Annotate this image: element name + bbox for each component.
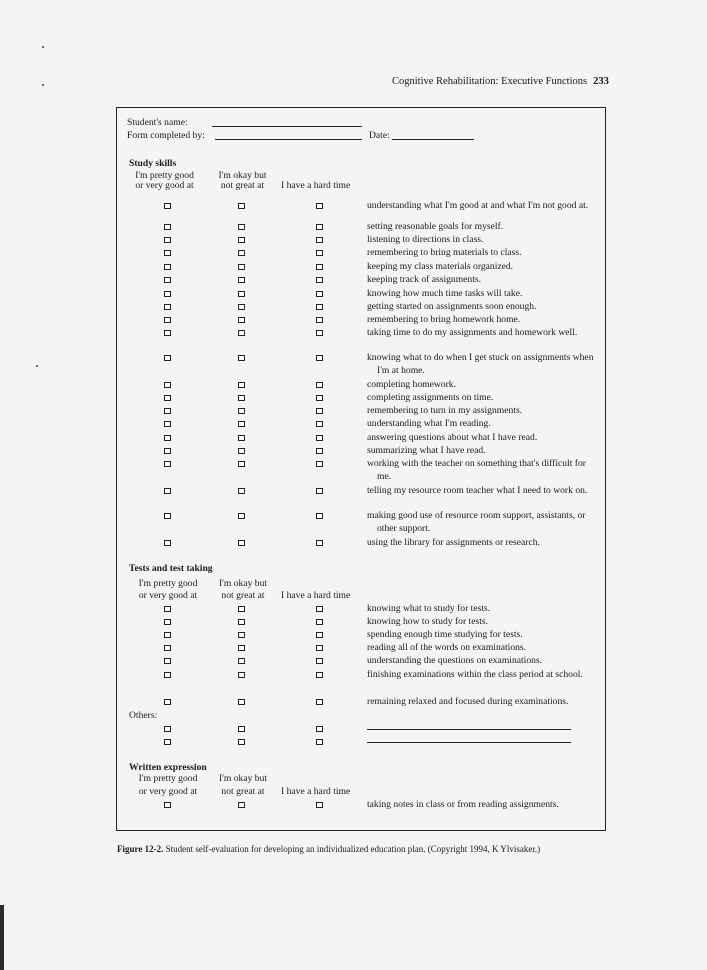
rating-okay-checkbox[interactable] <box>238 330 245 336</box>
rating-okay-checkbox[interactable] <box>238 291 245 297</box>
rating-hard-checkbox[interactable] <box>316 408 323 414</box>
rating-good-checkbox[interactable] <box>164 726 171 732</box>
rating-good-checkbox[interactable] <box>164 699 171 705</box>
date-field[interactable] <box>392 139 474 140</box>
rating-hard-checkbox[interactable] <box>316 645 323 651</box>
column-header: I'm pretty good <box>135 170 194 181</box>
rating-hard-checkbox[interactable] <box>316 421 323 427</box>
rating-good-checkbox[interactable] <box>164 802 171 808</box>
rating-good-checkbox[interactable] <box>164 540 171 546</box>
skill-item-label: taking time to do my assignments and homework well. <box>367 327 578 338</box>
scan-edge-shadow <box>0 905 4 970</box>
rating-hard-checkbox[interactable] <box>316 540 323 546</box>
skill-item-label: remembering to bring homework home. <box>367 314 521 325</box>
skill-item-label: knowing what to study for tests. <box>367 603 491 614</box>
rating-okay-checkbox[interactable] <box>238 461 245 467</box>
rating-good-checkbox[interactable] <box>164 619 171 625</box>
rating-okay-checkbox[interactable] <box>238 395 245 401</box>
rating-good-checkbox[interactable] <box>164 606 171 612</box>
skill-item-label: understanding what I'm reading. <box>367 418 491 429</box>
rating-hard-checkbox[interactable] <box>316 330 323 336</box>
rating-hard-checkbox[interactable] <box>316 672 323 678</box>
rating-good-checkbox[interactable] <box>164 330 171 336</box>
rating-hard-checkbox[interactable] <box>316 488 323 494</box>
rating-okay-checkbox[interactable] <box>238 304 245 310</box>
student-name-label: Student's name: <box>127 117 188 128</box>
skill-item-label: summarizing what I have read. <box>367 445 486 456</box>
rating-hard-checkbox[interactable] <box>316 619 323 625</box>
rating-hard-checkbox[interactable] <box>316 237 323 243</box>
rating-hard-checkbox[interactable] <box>316 606 323 612</box>
skill-item-label: finishing examinations within the class period at school. <box>367 669 583 680</box>
rating-good-checkbox[interactable] <box>164 408 171 414</box>
rating-good-checkbox[interactable] <box>164 672 171 678</box>
rating-okay-checkbox[interactable] <box>238 382 245 388</box>
student-name-field[interactable] <box>212 126 362 127</box>
rating-good-checkbox[interactable] <box>164 488 171 494</box>
rating-good-checkbox[interactable] <box>164 224 171 230</box>
page-number: 233 <box>593 76 609 87</box>
rating-good-checkbox[interactable] <box>164 237 171 243</box>
rating-okay-checkbox[interactable] <box>238 645 245 651</box>
skill-item-label: using the library for assignments or research. <box>367 537 540 548</box>
rating-okay-checkbox[interactable] <box>238 448 245 454</box>
rating-good-checkbox[interactable] <box>164 317 171 323</box>
skill-item-label: taking notes in class or from reading assignments. <box>367 799 559 810</box>
others-label: Others: <box>129 710 158 721</box>
rating-okay-checkbox[interactable] <box>238 606 245 612</box>
rating-good-checkbox[interactable] <box>164 435 171 441</box>
column-header: or very good at <box>135 180 194 191</box>
skill-item-label: knowing how much time tasks will take. <box>367 288 523 299</box>
rating-hard-checkbox[interactable] <box>316 317 323 323</box>
rating-good-checkbox[interactable] <box>164 461 171 467</box>
column-header: or very good at <box>138 786 198 797</box>
rating-good-checkbox[interactable] <box>164 421 171 427</box>
rating-okay-checkbox[interactable] <box>238 739 245 745</box>
date-label: Date: <box>369 130 390 141</box>
rating-okay-checkbox[interactable] <box>238 224 245 230</box>
rating-hard-checkbox[interactable] <box>316 448 323 454</box>
rating-hard-checkbox[interactable] <box>316 250 323 256</box>
running-head-title: Cognitive Rehabilitation: Executive Functions <box>392 76 588 87</box>
scan-speck <box>42 84 44 86</box>
rating-hard-checkbox[interactable] <box>316 304 323 310</box>
skill-item-label: making good use of resource room support, assistants, or other support. <box>367 510 586 534</box>
figure-caption <box>117 844 540 854</box>
rating-good-checkbox[interactable] <box>164 291 171 297</box>
skill-item-label: knowing what to do when I get stuck on assignments when I'm at home. <box>367 352 594 376</box>
rating-good-checkbox[interactable] <box>164 304 171 310</box>
rating-hard-checkbox[interactable] <box>316 513 323 519</box>
rating-hard-checkbox[interactable] <box>316 291 323 297</box>
rating-good-checkbox[interactable] <box>164 658 171 664</box>
rating-good-checkbox[interactable] <box>164 645 171 651</box>
rating-okay-checkbox[interactable] <box>238 726 245 732</box>
rating-okay-checkbox[interactable] <box>238 277 245 283</box>
rating-okay-checkbox[interactable] <box>238 317 245 323</box>
rating-good-checkbox[interactable] <box>164 355 171 361</box>
rating-good-checkbox[interactable] <box>164 513 171 519</box>
section-title: Written expression <box>129 762 207 773</box>
rating-okay-checkbox[interactable] <box>238 658 245 664</box>
rating-hard-checkbox[interactable] <box>316 802 323 808</box>
other-skill-write-in-field[interactable] <box>367 729 571 730</box>
skill-item-label: getting started on assignments soon enough. <box>367 301 537 312</box>
rating-okay-checkbox[interactable] <box>238 264 245 270</box>
skill-item-label: working with the teacher on something that's difficult for me. <box>367 458 586 482</box>
rating-okay-checkbox[interactable] <box>238 250 245 256</box>
rating-hard-checkbox[interactable] <box>316 277 323 283</box>
rating-okay-checkbox[interactable] <box>238 619 245 625</box>
rating-okay-checkbox[interactable] <box>238 540 245 546</box>
rating-hard-checkbox[interactable] <box>316 395 323 401</box>
skill-item-label: understanding the questions on examinations. <box>367 655 543 666</box>
column-header: or very good at <box>138 590 198 601</box>
rating-okay-checkbox[interactable] <box>238 355 245 361</box>
scan-speck <box>42 46 44 48</box>
skill-item-label: answering questions about what I have read. <box>367 432 538 443</box>
section-title: Tests and test taking <box>129 563 213 574</box>
column-header: not great at <box>221 786 265 797</box>
completed-by-label: Form completed by: <box>127 130 205 141</box>
rating-hard-checkbox[interactable] <box>316 726 323 732</box>
rating-okay-checkbox[interactable] <box>238 408 245 414</box>
skill-item-label: reading all of the words on examinations. <box>367 642 527 653</box>
column-header: I'm okay but <box>218 170 267 181</box>
figure-number: Figure 12-2. <box>117 844 164 854</box>
column-header: I have a hard time <box>281 786 351 797</box>
skill-item-label: knowing how to study for tests. <box>367 616 488 627</box>
skill-item-label: remaining relaxed and focused during examinations. <box>367 696 569 707</box>
rating-good-checkbox[interactable] <box>164 448 171 454</box>
rating-okay-checkbox[interactable] <box>238 203 245 209</box>
completed-by-field[interactable] <box>215 139 362 140</box>
column-header: I'm pretty good <box>138 773 198 784</box>
skill-item-label: keeping track of assignments. <box>367 274 482 285</box>
rating-good-checkbox[interactable] <box>164 632 171 638</box>
column-header: not great at <box>220 180 265 191</box>
scan-speck <box>36 365 38 367</box>
rating-hard-checkbox[interactable] <box>316 203 323 209</box>
column-header: not great at <box>221 590 265 601</box>
rating-hard-checkbox[interactable] <box>316 658 323 664</box>
rating-hard-checkbox[interactable] <box>316 355 323 361</box>
rating-good-checkbox[interactable] <box>164 739 171 745</box>
section-title: Study skills <box>129 158 177 169</box>
rating-okay-checkbox[interactable] <box>238 632 245 638</box>
skill-item-label: keeping my class materials organized. <box>367 261 514 272</box>
rating-okay-checkbox[interactable] <box>238 421 245 427</box>
skill-item-label: setting reasonable goals for myself. <box>367 221 504 232</box>
rating-hard-checkbox[interactable] <box>316 435 323 441</box>
rating-good-checkbox[interactable] <box>164 382 171 388</box>
rating-hard-checkbox[interactable] <box>316 699 323 705</box>
rating-hard-checkbox[interactable] <box>316 632 323 638</box>
skill-item-label: completing assignments on time. <box>367 392 494 403</box>
column-header: I'm okay but <box>218 773 268 784</box>
running-head <box>392 76 622 87</box>
column-header: I'm pretty good <box>138 578 198 589</box>
rating-hard-checkbox[interactable] <box>316 739 323 745</box>
rating-good-checkbox[interactable] <box>164 203 171 209</box>
rating-okay-checkbox[interactable] <box>238 802 245 808</box>
rating-hard-checkbox[interactable] <box>316 264 323 270</box>
rating-good-checkbox[interactable] <box>164 264 171 270</box>
rating-okay-checkbox[interactable] <box>238 488 245 494</box>
rating-okay-checkbox[interactable] <box>238 435 245 441</box>
figure-caption-text: Student self-evaluation for developing an individualized education plan. (Copyright 1994, K Ylvisaker.) <box>165 844 541 854</box>
rating-okay-checkbox[interactable] <box>238 237 245 243</box>
skill-item-label: remembering to turn in my assignments. <box>367 405 523 416</box>
rating-hard-checkbox[interactable] <box>316 382 323 388</box>
rating-okay-checkbox[interactable] <box>238 699 245 705</box>
skill-item-label: understanding what I'm good at and what I'm not good at. <box>367 200 589 211</box>
rating-okay-checkbox[interactable] <box>238 672 245 678</box>
rating-good-checkbox[interactable] <box>164 277 171 283</box>
rating-good-checkbox[interactable] <box>164 250 171 256</box>
skill-item-label: completing homework. <box>367 379 456 390</box>
skill-item-label: spending enough time studying for tests. <box>367 629 523 640</box>
skill-item-label: listening to directions in class. <box>367 234 484 245</box>
rating-okay-checkbox[interactable] <box>238 513 245 519</box>
skill-item-label: remembering to bring materials to class. <box>367 247 522 258</box>
column-header: I have a hard time <box>281 590 351 601</box>
column-header: I have a hard time <box>281 180 351 191</box>
other-skill-write-in-field[interactable] <box>367 742 571 743</box>
skill-item-label: telling my resource room teacher what I need to work on. <box>367 485 588 496</box>
rating-hard-checkbox[interactable] <box>316 461 323 467</box>
rating-good-checkbox[interactable] <box>164 395 171 401</box>
rating-hard-checkbox[interactable] <box>316 224 323 230</box>
column-header: I'm okay but <box>218 578 268 589</box>
